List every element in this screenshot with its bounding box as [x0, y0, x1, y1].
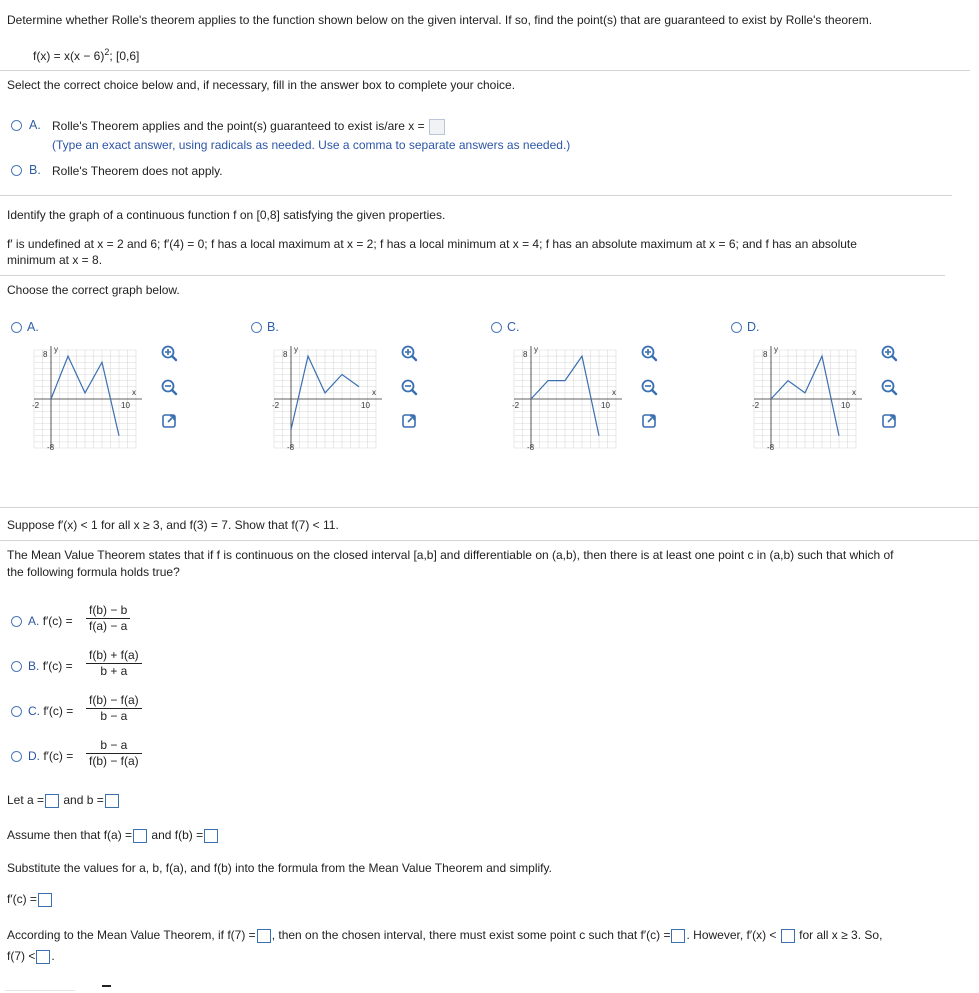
y-axis-label: y: [534, 345, 538, 354]
zoom-in-icon[interactable]: [400, 344, 418, 362]
divider: [0, 195, 952, 196]
q2-option-3-radio[interactable]: [491, 322, 502, 333]
q1-choice-b-letter: B.: [29, 163, 41, 177]
q3-choice-a-radio[interactable]: [11, 616, 22, 627]
q3-mvt-line2: the following formula holds true?: [7, 565, 180, 579]
q3-choice-c-fraction: $\frac{f(b) - f(a)}{b - a}$: [86, 693, 142, 724]
q3-choice-b: B. f′(c) =: [28, 659, 73, 673]
tick-label: 8: [43, 350, 48, 359]
zoom-out-icon[interactable]: [880, 378, 898, 396]
expand-icon[interactable]: [640, 412, 658, 430]
q1-choice-a-hint: (Type an exact answer, using radicals as needed. Use a comma to separate answers as needed.): [52, 138, 571, 152]
q2-option-4-letter: D.: [747, 320, 760, 334]
tick-label: -2: [32, 401, 40, 410]
cursor-mark: [102, 985, 111, 987]
expand-icon[interactable]: [160, 412, 178, 430]
q2-option-1-graph[interactable]: [26, 344, 144, 454]
tick-label: 10: [841, 401, 850, 410]
zoom-out-icon[interactable]: [640, 378, 658, 396]
tick-label: -2: [272, 401, 280, 410]
assume-row: Assume then that f(a) = and f(b) =: [7, 828, 219, 843]
zoom-in-icon[interactable]: [640, 344, 658, 362]
tick-label: -2: [512, 401, 520, 410]
fpc-value-input[interactable]: [671, 929, 685, 943]
q2-option-3-letter: C.: [507, 320, 520, 334]
zoom-out-icon[interactable]: [400, 378, 418, 396]
divider: [0, 275, 945, 276]
q3-choice-d-fraction: $\frac{b - a}{f(b) - f(a)}$: [86, 738, 142, 769]
q2-option-2-graph[interactable]: [266, 344, 384, 454]
expand-icon[interactable]: [880, 412, 898, 430]
f7-bound-input[interactable]: [36, 950, 50, 964]
q1-choice-b-radio[interactable]: [11, 165, 22, 176]
q3-prompt: Suppose f′(x) < 1 for all x ≥ 3, and f(3) = 7. Show that f(7) < 11.: [7, 518, 339, 532]
q1-answer-box[interactable]: [429, 119, 445, 135]
q3-choice-b-fraction: $\frac{f(b) + f(a)}{b + a}$: [86, 648, 142, 679]
f7-input[interactable]: [257, 929, 271, 943]
tick-label: -8: [527, 443, 535, 452]
q2-option-3-graph[interactable]: [506, 344, 624, 454]
tick-label: 8: [763, 350, 768, 359]
f7-row: f(7) < .: [7, 949, 55, 963]
fb-input[interactable]: [204, 829, 218, 843]
y-axis-label: y: [54, 345, 58, 354]
y-axis-label: y: [774, 345, 778, 354]
q3-choice-d: D. f′(c) =: [28, 749, 74, 763]
substitute-text: Substitute the values for a, b, f(a), and f(b) into the formula from the Mean Value Theorem and simplify.: [7, 861, 552, 875]
tick-label: 10: [121, 401, 130, 410]
x-axis-label: x: [852, 388, 856, 397]
x-axis-label: x: [612, 388, 616, 397]
q2-option-4-graph[interactable]: [746, 344, 864, 454]
q2-option-2-letter: B.: [267, 320, 279, 334]
divider: [0, 507, 979, 508]
q2-option-1-radio[interactable]: [11, 322, 22, 333]
tick-label: -8: [287, 443, 295, 452]
tick-label: 8: [523, 350, 528, 359]
q1-choice-a-radio[interactable]: [11, 120, 22, 131]
q3-choice-a-fraction: $\frac{f(b) - b}{f(a) - a}$: [86, 603, 130, 634]
q1-choice-b-text: Rolle's Theorem does not apply.: [52, 164, 223, 178]
q2-props-line2: minimum at x = 8.: [7, 253, 103, 267]
tick-label: 10: [361, 401, 370, 410]
q2-option-1-letter: A.: [27, 320, 39, 334]
tick-label: 8: [283, 350, 288, 359]
fpc-row: f′(c) =: [7, 892, 53, 907]
divider: [5, 990, 75, 991]
tick-label: 10: [601, 401, 610, 410]
b-input[interactable]: [105, 794, 119, 808]
q3-choice-b-radio[interactable]: [11, 661, 22, 672]
tick-label: -2: [752, 401, 760, 410]
tick-label: -8: [767, 443, 775, 452]
q3-choice-d-radio[interactable]: [11, 751, 22, 762]
fpc-input[interactable]: [38, 893, 52, 907]
x-axis-label: x: [372, 388, 376, 397]
zoom-in-icon[interactable]: [160, 344, 178, 362]
divider: [0, 70, 970, 71]
q2-instruction: Choose the correct graph below.: [7, 283, 180, 297]
q3-choice-c-radio[interactable]: [11, 706, 22, 717]
q2-props-line1: f′ is undefined at x = 2 and 6; f′(4) = 0; f has a local maximum at x = 2; f has a local minimum at x = 4; f has an absolute maximum at x = 6; and f has an absolute: [7, 237, 857, 251]
q2-option-2-radio[interactable]: [251, 322, 262, 333]
q1-choice-a-letter: A.: [29, 118, 41, 132]
q1-choice-a: Rolle's Theorem applies and the point(s) guaranteed to exist is/are x =: [52, 119, 446, 135]
q2-prompt: Identify the graph of a continuous function f on [0,8] satisfying the given properties.: [7, 208, 446, 222]
expand-icon[interactable]: [400, 412, 418, 430]
q3-mvt-line1: The Mean Value Theorem states that if f is continuous on the closed interval [a,b] and differentiable on (a,b), then there is at least one point c in (a,b) such that which of: [7, 548, 894, 562]
fa-input[interactable]: [133, 829, 147, 843]
divider: [0, 540, 979, 541]
fprime-bound-input[interactable]: [781, 929, 795, 943]
q3-choice-c: C. f′(c) =: [28, 704, 74, 718]
zoom-in-icon[interactable]: [880, 344, 898, 362]
y-axis-label: y: [294, 345, 298, 354]
according-row: According to the Mean Value Theorem, if f(7) = , then on the chosen interval, there must exist some point c such that f′(c) = . However, f′(x) < for all x ≥ 3. So,: [7, 928, 883, 942]
q1-instruction: Select the correct choice below and, if necessary, fill in the answer box to complete your choice.: [7, 78, 516, 92]
tick-label: -8: [47, 443, 55, 452]
q1-function: $f(x) = x(x - 6)^2$; [0,6]: [33, 47, 140, 63]
a-input[interactable]: [45, 794, 59, 808]
zoom-out-icon[interactable]: [160, 378, 178, 396]
q3-choice-a: A. f′(c) =: [28, 614, 73, 628]
x-axis-label: x: [132, 388, 136, 397]
q1-prompt: Determine whether Rolle's theorem applies to the function shown below on the given interval. If so, find the point(s) that are guaranteed to exist by Rolle's theorem.: [7, 13, 873, 27]
let-a-b-row: Let a = and b =: [7, 793, 120, 808]
q2-option-4-radio[interactable]: [731, 322, 742, 333]
